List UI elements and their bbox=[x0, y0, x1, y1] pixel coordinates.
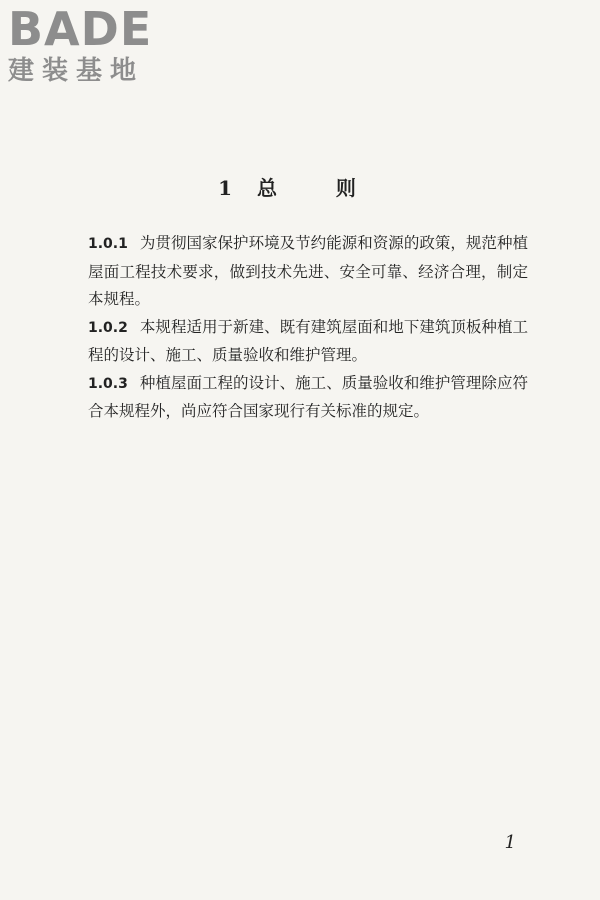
clause-list bbox=[88, 230, 528, 426]
clause-text: 种植屋面工程的设计、施工、质量验收和维护管理除应符合本规程外，尚应符合国家现行有关标准的规定。 bbox=[88, 373, 528, 420]
chapter-heading bbox=[0, 172, 600, 201]
clause-number: 1.0.1 bbox=[88, 236, 128, 252]
clause-1-0-2 bbox=[88, 314, 528, 370]
chapter-title: 总 则 bbox=[256, 176, 382, 200]
chapter-number: 1 bbox=[218, 176, 234, 200]
watermark-logo bbox=[8, 4, 178, 86]
logo-wordmark: BADE bbox=[8, 2, 153, 56]
clause-text: 为贯彻国家保护环境及节约能源和资源的政策，规范种植屋面工程技术要求，做到技术先进、安全可靠、经济合理，制定本规程。 bbox=[88, 234, 528, 308]
page-number: 1 bbox=[504, 832, 516, 853]
clause-text: 本规程适用于新建、既有建筑屋面和地下建筑顶板种植工程的设计、施工、质量验收和维护管理。 bbox=[88, 317, 528, 364]
logo-subtitle: 建装基地 bbox=[8, 56, 145, 86]
clause-number: 1.0.2 bbox=[88, 319, 128, 336]
clause-number: 1.0.3 bbox=[88, 375, 128, 392]
clause-1-0-1 bbox=[88, 230, 528, 314]
clause-1-0-3 bbox=[88, 370, 528, 426]
